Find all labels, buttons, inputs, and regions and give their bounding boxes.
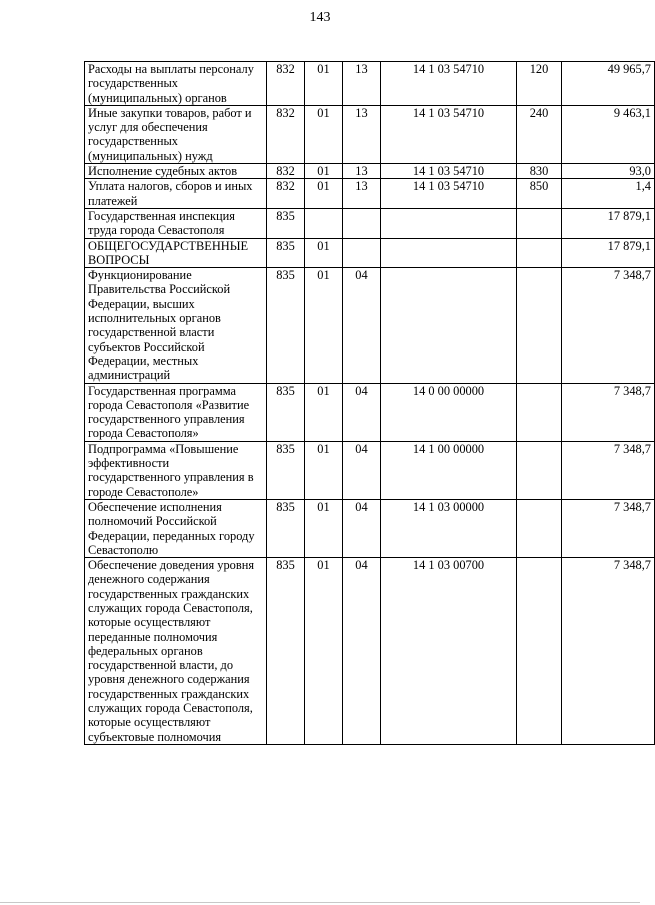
row-vr: 850: [517, 179, 562, 209]
row-rz: 01: [305, 441, 343, 499]
row-pr: 04: [343, 441, 381, 499]
row-vr: [517, 441, 562, 499]
row-gr: 835: [267, 238, 305, 268]
row-rz: 01: [305, 105, 343, 163]
row-sum: 17 879,1: [562, 208, 655, 238]
row-pr: [343, 238, 381, 268]
row-csr: 14 1 00 00000: [381, 441, 517, 499]
row-gr: 832: [267, 62, 305, 106]
table-row: [85, 558, 655, 745]
row-vr: [517, 208, 562, 238]
scan-edge-line: [0, 902, 640, 903]
table-row: [85, 62, 655, 106]
row-sum: 7 348,7: [562, 441, 655, 499]
row-rz: 01: [305, 238, 343, 268]
row-rz: 01: [305, 164, 343, 179]
row-gr: 835: [267, 208, 305, 238]
row-sum: 7 348,7: [562, 383, 655, 441]
row-name: Расходы на выплаты персоналу государственных (муниципальных) органов: [85, 62, 267, 106]
row-name: Обеспечение доведения уровня денежного содержания государственных гражданских служащих города Севастополя, которые осуществляют переданные полномочия федеральных органов государственной власти, до уровня денежного содержания государственных гражданских служащих города Севастополя, которые осуществляют субъектовые полномочия: [85, 558, 267, 745]
row-pr: [343, 208, 381, 238]
row-gr: 835: [267, 558, 305, 745]
table-row: [85, 383, 655, 441]
row-name: Обеспечение исполнения полномочий Российской Федерации, переданных городу Севастополю: [85, 499, 267, 557]
table-row: [85, 179, 655, 209]
row-pr: 13: [343, 62, 381, 106]
row-rz: 01: [305, 558, 343, 745]
row-csr: 14 1 03 54710: [381, 179, 517, 209]
row-pr: 13: [343, 164, 381, 179]
row-rz: 01: [305, 62, 343, 106]
row-csr: 14 0 00 00000: [381, 383, 517, 441]
row-gr: 835: [267, 499, 305, 557]
row-sum: 7 348,7: [562, 499, 655, 557]
row-csr: 14 1 03 54710: [381, 164, 517, 179]
row-rz: 01: [305, 383, 343, 441]
row-pr: 04: [343, 383, 381, 441]
table-row: [85, 164, 655, 179]
row-csr: [381, 268, 517, 383]
table-row: [85, 238, 655, 268]
row-gr: 835: [267, 383, 305, 441]
row-name: Функционирование Правительства Российской Федерации, высших исполнительных органов государственной власти субъектов Российской Федерации, местных администраций: [85, 268, 267, 383]
row-gr: 835: [267, 268, 305, 383]
table-row: [85, 499, 655, 557]
row-sum: 1,4: [562, 179, 655, 209]
row-pr: 04: [343, 499, 381, 557]
row-name: Подпрограмма «Повышение эффективности государственного управления в городе Севастополе»: [85, 441, 267, 499]
row-name: ОБЩЕГОСУДАРСТВЕННЫЕ ВОПРОСЫ: [85, 238, 267, 268]
row-gr: 832: [267, 105, 305, 163]
row-sum: 17 879,1: [562, 238, 655, 268]
table-row: [85, 268, 655, 383]
row-sum: 49 965,7: [562, 62, 655, 106]
row-name: Государственная программа города Севастополя «Развитие государственного управления города Севастополя»: [85, 383, 267, 441]
row-csr: 14 1 03 54710: [381, 62, 517, 106]
row-vr: [517, 499, 562, 557]
row-vr: [517, 558, 562, 745]
budget-table: [84, 61, 655, 745]
row-name: Государственная инспекция труда города Севастополя: [85, 208, 267, 238]
row-name: Уплата налогов, сборов и иных платежей: [85, 179, 267, 209]
page-number: 143: [309, 10, 331, 25]
row-vr: 830: [517, 164, 562, 179]
row-name: Иные закупки товаров, работ и услуг для обеспечения государственных (муниципальных) нужд: [85, 105, 267, 163]
row-vr: [517, 383, 562, 441]
row-vr: 120: [517, 62, 562, 106]
row-csr: [381, 238, 517, 268]
row-pr: 04: [343, 268, 381, 383]
row-name: Исполнение судебных актов: [85, 164, 267, 179]
row-rz: [305, 208, 343, 238]
row-rz: 01: [305, 499, 343, 557]
table-row: [85, 208, 655, 238]
row-vr: [517, 268, 562, 383]
row-sum: 93,0: [562, 164, 655, 179]
row-csr: [381, 208, 517, 238]
row-rz: 01: [305, 179, 343, 209]
row-pr: 13: [343, 105, 381, 163]
row-rz: 01: [305, 268, 343, 383]
row-pr: 13: [343, 179, 381, 209]
table-row: [85, 105, 655, 163]
row-sum: 7 348,7: [562, 558, 655, 745]
table-row: [85, 441, 655, 499]
row-sum: 9 463,1: [562, 105, 655, 163]
row-gr: 832: [267, 179, 305, 209]
row-csr: 14 1 03 00700: [381, 558, 517, 745]
row-gr: 835: [267, 441, 305, 499]
row-gr: 832: [267, 164, 305, 179]
row-csr: 14 1 03 00000: [381, 499, 517, 557]
row-pr: 04: [343, 558, 381, 745]
row-vr: [517, 238, 562, 268]
row-csr: 14 1 03 54710: [381, 105, 517, 163]
row-sum: 7 348,7: [562, 268, 655, 383]
row-vr: 240: [517, 105, 562, 163]
